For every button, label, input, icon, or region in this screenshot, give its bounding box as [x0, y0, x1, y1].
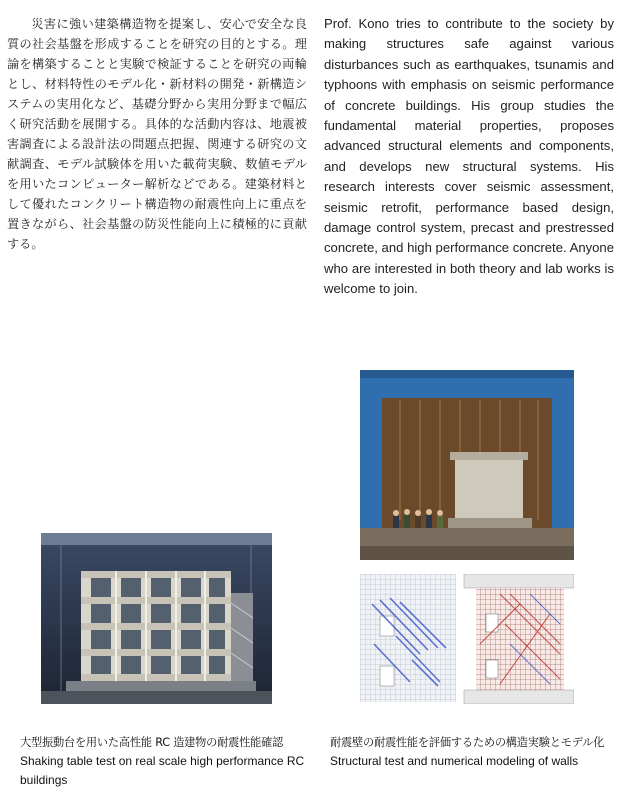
- caption-en: Structural test and numerical modeling of walls: [330, 754, 579, 768]
- caption-jp: 耐震壁の耐震性能を評価するための構造実験とモデル化: [330, 736, 605, 749]
- intro-english: Prof. Kono tries to contribute to the society by making structures safe against various disturbances such as earthquakes, tsunamis and typhoons with emphasis on seismic performance of concrete buildings. His group studies the fundamental material properties, proposes advanced structural elements and components, and develops new structural systems. His research interests cover seismic assessment, seismic retrofit, performance based design, damage control system, precast and prestressed concrete, and high performance concrete. Anyone who are interested in both theory and lab works is welcome to join.: [324, 16, 614, 297]
- intro-japanese: 災害に強い建築構造物を提案し、安心で安全な良質の社会基盤を形成することを研究の目的とする。理論を構築することと実験で検証することを研究の両輪とし、材料特性のモデル化・新材料の開発・新構造システムの実用化など、基礎分野から実用分野まで幅広く研究活動を展開する。具体的な活動内容は、地震被害調査による設計法の問題点把握、関連する研究の文献調査、モデル試験体を用いた載荷実験、数値モデルを用いたコンピューター解析などである。建築材料として優れたコンクリート構造物の耐震性向上に重点を置きながら、社会基盤の防災性能向上に積極的に貢献する。: [7, 17, 307, 251]
- wall-test-photo: [360, 370, 574, 560]
- caption-shaking-table: [20, 733, 315, 790]
- caption-wall-test: [330, 733, 625, 771]
- caption-en: Shaking table test on real scale high performance RC buildings: [20, 754, 305, 787]
- caption-jp: 大型振動台を用いた高性能 RC 造建物の耐震性能確認: [20, 736, 284, 749]
- shaking-table-photo: [41, 533, 272, 704]
- numerical-model-figure: [360, 574, 574, 704]
